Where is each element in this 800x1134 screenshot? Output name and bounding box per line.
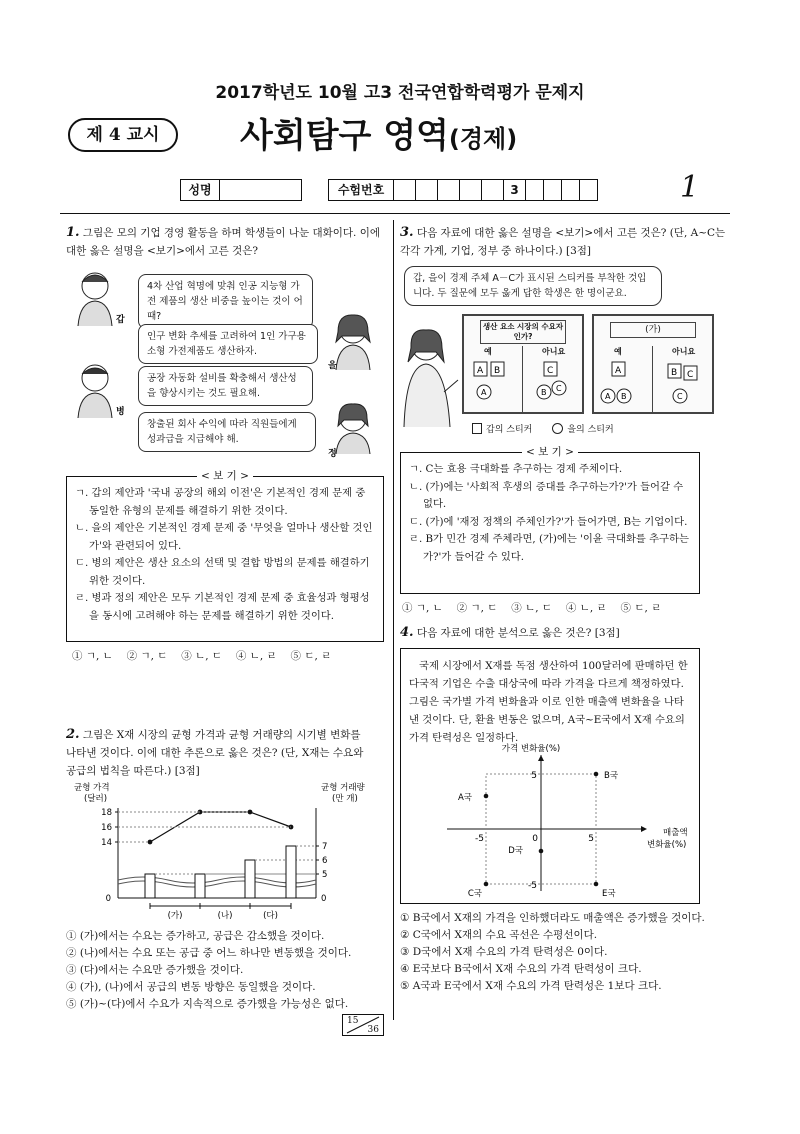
q4-data-box (400, 648, 700, 904)
q2-right-label-2: (만 개) (332, 794, 358, 804)
q2-plot-area (101, 808, 327, 921)
q4-choice[interactable]: ① B국에서 X재의 가격을 인하했더라도 매출액은 증가했을 것이다. (400, 912, 705, 924)
q2-chart (66, 780, 384, 925)
q4-point-label: E국 (602, 889, 616, 899)
svg-text:C: C (556, 384, 562, 393)
exam-no-box[interactable] (438, 179, 460, 201)
board1-title: 생산 요소 시장의 수요자인가? (480, 320, 566, 344)
q4-tick-label: -5 (475, 834, 484, 844)
q4-point (594, 772, 599, 777)
subject-sub: (경제) (448, 125, 518, 153)
q2-qty-bar (195, 874, 205, 898)
student-gap-icon (70, 268, 120, 326)
q4-point-label: D국 (508, 846, 523, 856)
q4-choice[interactable]: ③ D국에서 X재 수요의 가격 탄력성은 0이다. (400, 946, 608, 958)
teacher-bubble: 갑, 을이 경제 주체 A－C가 표시된 스티커를 부착한 것입니다. 두 질문에 모두 옳게 답한 학생은 한 명이군요. (404, 266, 662, 306)
q1-choices[interactable]: ① ㄱ, ㄴ ② ㄱ, ㄷ ③ ㄴ, ㄷ ④ ㄴ, ㄹ ⑤ ㄷ, ㄹ (72, 650, 332, 662)
board1-no: 아니요 (542, 347, 566, 356)
q2-number: 2. (66, 727, 80, 742)
q4-number: 4. (400, 625, 414, 640)
board2-stickers (594, 358, 716, 414)
q2-left-label-2: (달러) (84, 794, 108, 804)
q2-price-tick-label: 14 (101, 838, 112, 848)
q2-qty-tick-label: 5 (322, 870, 328, 880)
q2-period-label: (나) (217, 911, 233, 921)
q2-choice[interactable]: ③ (다)에서는 수요만 증가했을 것이다. (66, 964, 244, 976)
bubble-jeong: 창출된 회사 수익에 따라 직원들에게 성과급을 지급해야 해. (138, 412, 316, 452)
header-divider (60, 213, 730, 214)
bubble-gap: 4차 산업 혁명에 맞춰 인공 지능형 가전 제품의 생산 비중을 높이는 것이 어때? (138, 274, 313, 329)
board2-title: (가) (610, 322, 696, 338)
student-info-bar (180, 179, 598, 201)
svg-text:B: B (494, 366, 501, 376)
q3-bogi-item: ㄴ. (가)에는 '사회적 후생의 증대를 추구하는가?'가 들어갈 수 없다. (409, 480, 684, 510)
q4-point (594, 882, 599, 887)
q1-dialogue-figure (66, 262, 384, 458)
q4-choice[interactable]: ④ E국보다 B국에서 X재 수요의 가격 탄력성이 크다. (400, 963, 642, 975)
q4-point-label: C국 (467, 889, 482, 899)
q3-bogi-box (400, 446, 700, 594)
exam-title: 2017학년도 10월 고3 전국연합학력평가 문제지 (215, 83, 585, 103)
q2-stem (66, 726, 384, 780)
exam-no-box[interactable] (526, 179, 544, 201)
q4-ylabel: 가격 변화율(%) (501, 744, 561, 754)
speaker-eul: 을 (328, 361, 337, 371)
board1-yes: 예 (484, 347, 492, 356)
q1-bogi-item: ㄴ. 을의 제안은 기본적인 경제 문제 중 '무엇을 얼마나 생산할 것인가'와 관련되어 있다. (75, 522, 373, 552)
q1-stem-text: 그림은 모의 기업 경영 활동을 하며 학생들이 나눈 대화이다. 이에 대한 옳은 설명을 <보기>에서 고른 것은? (66, 227, 381, 257)
q4-tick-label: 0 (532, 834, 538, 844)
q4-stem-text: 다음 자료에 대한 분석으로 옳은 것은? [3점] (416, 627, 620, 639)
speaker-gap: 갑 (116, 315, 125, 325)
q2-right-label-1: 균형 거래량 (321, 783, 365, 793)
subject-main: 사회탐구 영역 (240, 116, 449, 156)
q4-choice[interactable]: ⑤ A국과 E국에서 X재 수요의 가격 탄력성은 1보다 크다. (400, 980, 662, 992)
q2-choices (66, 928, 351, 1013)
q2-qty-bar (145, 874, 155, 898)
svg-text:A: A (481, 388, 487, 397)
svg-text:C: C (547, 366, 554, 376)
exam-no-box[interactable] (544, 179, 562, 201)
q4-point (484, 882, 489, 887)
q1-bogi-title: < 보 기 > (67, 468, 383, 486)
q2-qty-bar (286, 846, 296, 898)
exam-no-box[interactable] (416, 179, 438, 201)
q3-bogi-item: ㄹ. B가 민간 경제 주체라면, (가)에는 '이윤 극대화를 추구하는가?'가 들어갈 수 있다. (409, 533, 689, 563)
exam-no-box[interactable] (580, 179, 598, 201)
q4-x-arrow (641, 826, 647, 832)
speaker-jeong: 정 (328, 449, 337, 459)
footer-total: 36 (367, 1025, 379, 1035)
sticker-board-2 (592, 314, 714, 414)
svg-text:A: A (605, 392, 611, 401)
legend-eul: 을의 스티커 (567, 425, 614, 435)
q1-bogi-box (66, 470, 384, 642)
q2-stem-line: 공급의 법칙을 따른다.) [3점] (66, 765, 200, 777)
q4-passage: 국제 시장에서 X재를 독점 생산하여 100달러에 판매하던 한 다국적 기업은 수출 대상국에 따라 가격을 다르게 책정하였다. 그림은 국가별 가격 변화율과 이로 인한 매출액 변화율을 나타낸 것이다. 단, 환율 변동은 없으며, A국~E국에서 X재 수요의 가격 탄력성은 일정하다. (409, 660, 688, 744)
subject-title (240, 108, 517, 157)
bubble-byeong: 공장 자동화 설비를 확충해서 생산성을 향상시키는 것도 필요해. (138, 366, 313, 406)
q2-qty-tick-label: 6 (322, 856, 328, 866)
sticker-legend (472, 422, 614, 435)
q4-point (539, 849, 544, 854)
svg-text:C: C (687, 370, 694, 380)
board1-stickers (464, 358, 586, 414)
page-footer (342, 1014, 384, 1036)
student-byeong-icon (70, 360, 120, 418)
column-divider (393, 220, 394, 1020)
q2-choice[interactable]: ④ (가), (나)에서 공급의 변동 방향은 동일했을 것이다. (66, 981, 316, 993)
q2-left-label-1: 균형 가격 (74, 783, 110, 793)
footer-page: 15 (347, 1016, 359, 1026)
exam-no-box[interactable] (394, 179, 416, 201)
speaker-byeong: 병 (116, 407, 125, 417)
name-field[interactable] (220, 179, 302, 201)
name-label: 성명 (180, 179, 220, 201)
q1-bogi-item: ㄹ. 병과 정의 제안은 모두 기본적인 경제 문제 중 효율성과 형평성을 동시에 고려해야 하는 문제를 해결하기 위한 것이다. (75, 592, 370, 622)
q2-stem-line: 나타낸 것이다. 이에 대한 추론으로 옳은 것은? (단, X재는 수요와 (66, 747, 364, 759)
q4-chart (401, 741, 699, 901)
q1-bogi-item: ㄷ. 병의 제안은 생산 요소의 선택 및 결합 방법의 문제를 해결하기 위한 것이다. (75, 557, 370, 587)
q4-point-label: A국 (457, 793, 472, 803)
exam-no-box[interactable] (460, 179, 482, 201)
q2-stem-line: 그림은 X재 시장의 균형 가격과 균형 거래량의 시기별 변화를 (82, 729, 361, 741)
q3-bogi-item: ㄷ. (가)에 '재정 정책의 주체인가?'가 들어가면, B는 기업이다. (409, 515, 688, 528)
q2-qty-bar (245, 860, 255, 898)
legend-gap: 갑의 스티커 (486, 425, 533, 435)
heart-sticker-icon (552, 423, 563, 434)
q3-stem-text: 다음 자료에 대한 옳은 설명을 <보기>에서 고른 것은? (단, A~C는 각각 가계, 기업, 정부 중 하나이다.) [3점] (400, 227, 726, 257)
svg-text:B: B (621, 392, 627, 401)
q1-number: 1. (66, 225, 80, 240)
svg-text:A: A (615, 366, 622, 376)
teacher-icon (400, 322, 460, 427)
q4-xlabel-1: 매출액 (663, 828, 688, 838)
q3-stem (400, 224, 730, 260)
q2-choice[interactable]: ② (나)에서는 수요 또는 공급 중 어느 하나만 변동했을 것이다. (66, 947, 352, 959)
q4-tick-label: -5 (528, 881, 537, 891)
sticker-board-1 (462, 314, 584, 414)
q3-number: 3. (400, 225, 414, 240)
q2-choice[interactable]: ① (가)에서는 수요는 증가하고, 공급은 감소했을 것이다. (66, 930, 325, 942)
svg-text:B: B (671, 368, 678, 378)
q2-tick-zero-left: 0 (105, 894, 111, 904)
q4-tick-label: 5 (531, 771, 537, 781)
q2-price-tick-label: 16 (101, 823, 112, 833)
period-badge: 제 4 교시 (68, 118, 178, 152)
board2-yes: 예 (614, 347, 622, 356)
q3-choices[interactable]: ① ㄱ, ㄴ ② ㄱ, ㄷ ③ ㄴ, ㄷ ④ ㄴ, ㄹ ⑤ ㄷ, ㄹ (402, 602, 662, 614)
q1-bogi-item: ㄱ. 갑의 제안과 '국내 공장의 해외 이전'은 기본적인 경제 문제 중 동일한 유형의 문제를 해결하기 위한 것이다. (75, 487, 366, 517)
exam-no-box[interactable] (482, 179, 504, 201)
q2-tick-zero-right: 0 (321, 894, 327, 904)
q4-point-label: B국 (604, 771, 619, 781)
q4-point (484, 794, 489, 799)
page-number: 1 (680, 170, 700, 205)
q4-y-arrow (538, 755, 544, 761)
q3-bogi-title: < 보 기 > (401, 444, 699, 462)
q4-tick-label: 5 (588, 834, 594, 844)
q2-price-tick-label: 18 (101, 808, 112, 818)
q4-stem (400, 624, 730, 642)
svg-text:C: C (677, 392, 683, 401)
svg-text:B: B (541, 388, 547, 397)
q2-period-label: (다) (263, 911, 278, 921)
q4-plot-area (447, 755, 647, 899)
q3-bogi-item: ㄱ. C는 효용 극대화를 추구하는 경제 주체이다. (409, 463, 623, 475)
q4-choice[interactable]: ② C국에서 X재의 수요 곡선은 수평선이다. (400, 929, 598, 941)
q3-figure (400, 262, 730, 442)
q2-choice[interactable]: ⑤ (가)~(다)에서 수요가 지속적으로 증가했을 가능성은 없다. (66, 998, 349, 1010)
svg-text:A: A (477, 366, 484, 376)
board2-no: 아니요 (672, 347, 696, 356)
q1-stem (66, 224, 384, 260)
exam-no-fixed-digit: 3 (504, 179, 526, 201)
q2-period-label: (가) (167, 911, 183, 921)
q2-qty-tick-label: 7 (322, 842, 328, 852)
exam-no-label: 수험번호 (328, 179, 394, 201)
bubble-eul: 인구 변화 추세를 고려하여 1인 가구용 소형 가전제품도 생산하자. (138, 324, 318, 364)
exam-no-box[interactable] (562, 179, 580, 201)
q4-xlabel-2: 변화율(%) (647, 840, 687, 850)
square-sticker-icon (472, 423, 482, 434)
q4-choices (400, 910, 710, 995)
